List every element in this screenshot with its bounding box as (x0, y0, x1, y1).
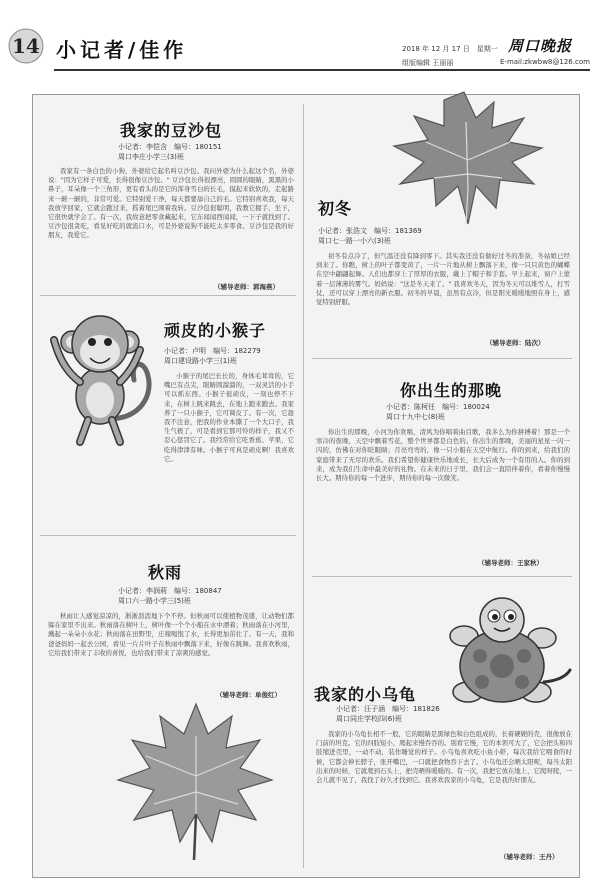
article-reporter-turtle: 小记者：汪子涵 编号：181826 (336, 705, 440, 713)
article-title-autumn-rain: 秋雨 (148, 563, 183, 582)
header-rule (54, 69, 590, 71)
article-body-monkey: 小猴子的尾巴长长的，身体毛茸茸的，它嘴巴有点尖，眼睛圆溜溜的，一双灵活的小手可以抓东西。小猴子很顽皮，一刻也停不下来，在树上跳来跳去，在地上跑来跑去。我家养了一只小猴子，它可调皮了。有一次，它趁我不注意，把我的作业本撕了一个大口子，我生气极了，可是看到它那可怜的样子，我又不忍心惩罚它了。我经常给它吃香蕉、苹果，它吃得津津有味。小猴子可真是顽皮啊！我喜欢它。 (164, 372, 294, 463)
article-school-doushabao: 周口李庄小学三(3)班 (118, 153, 184, 161)
article-school-turtle: 周口同庄学校四(6)班 (336, 715, 402, 723)
article-teacher-turtle: （辅导老师：王丹） (500, 853, 559, 861)
article-reporter-doushabao: 小记者：李恺含 编号：180151 (118, 143, 222, 151)
article-school-birth-night: 周口十九中七(8)班 (386, 413, 445, 421)
article-body-turtle: 我家的小乌龟长相不一般，它的眼睛是黑绿色和白色组成的，长着硬硬的壳，很像放在门前的坦克。它的四肢短小，爬起来慢吞吞的。别看它慢，它的本领可大了，它会把头和四肢缩进壳里，一动不动，装作睡觉的样子。小乌龟喜欢吃小鱼小虾，每次我给它喂食的时候，它都会伸长脖子，张开嘴巴，一口就把食物吞下去了。小乌龟还会晒太阳呢，每当太阳出来的时候，它就爬到石头上，把壳晒得暖暖的。有一次，我把它放在地上，它爬呀爬，一会儿就不见了，我找了好久才找到它。我喜欢我家的小乌龟，它是我的好朋友。 (316, 730, 572, 785)
row-divider-right-1 (312, 358, 572, 359)
article-teacher-doushabao: （辅导老师：郭海燕） (214, 283, 279, 291)
article-title-birth-night: 你出生的那晚 (400, 381, 503, 400)
article-teacher-birth-night: （辅导老师：王家秋） (478, 559, 543, 567)
row-divider-right-2 (312, 576, 572, 577)
newspaper-logo: 周口晚报 (508, 37, 573, 55)
article-school-chudong: 周口七一路一小六(3)班 (318, 237, 391, 245)
article-school-autumn-rain: 周口六一路小学三(5)班 (118, 597, 191, 605)
article-teacher-chudong: （辅导老师：陆次） (486, 339, 545, 347)
article-reporter-chudong: 小记者：张浩文 编号：181369 (318, 227, 422, 235)
article-title-monkey: 顽皮的小猴子 (164, 321, 267, 340)
maple-leaf-illustration (110, 696, 280, 866)
publish-date: 2018 年 12 月 17 日 星期一 (402, 45, 498, 53)
article-teacher-autumn-rain: （辅导老师：单俊红） (216, 691, 281, 699)
page-number: 14 (12, 34, 40, 58)
section-title: 小记者/佳作 (56, 38, 188, 62)
editor-line: 组版编辑 王丽丽 (402, 59, 454, 67)
page-header (0, 0, 600, 86)
article-reporter-monkey: 小记者：卢明 编号：182279 (164, 347, 261, 355)
monkey-illustration (36, 300, 162, 450)
row-divider-left-2 (40, 535, 296, 536)
article-reporter-birth-night: 小记者：陈柯任 编号：180024 (386, 403, 490, 411)
contact-email[interactable]: E-mail:zkwbw8@126.com (500, 58, 590, 66)
article-reporter-autumn-rain: 小记者：李润莉 编号：180847 (118, 587, 222, 595)
article-body-autumn-rain: 秋雨让人感觉凉凉的，淅淅沥沥地下个不停。但秋雨可以使植物茂盛，让动物们都躲在家里不出来。秋雨落在树叶上，树叶像一个个小船在水中漂着；秋雨落在小河里，溅起一朵朵小水花；秋雨落在田野里，庄稼喝饱了水，长得更加茁壮了。有一天，我和爸爸妈妈一起去公园，看见一片片叶子在秋雨中飘落下来，好像在跳舞。我喜欢秋雨，它给我们带来了丰收的喜悦，也给我们带来了凉爽的感觉。 (48, 612, 294, 657)
article-body-chudong: 初冬有点冷了，但气温还没有降到零下。其实我还没有做好过冬的准备，冬姑娘已经到来了。你瞧，树上的叶子都变黄了，一片一片地从树上飘落下来，像一只只黄色的蝴蝶在空中翩翩起舞。人们也都穿上了厚厚的衣服，戴上了帽子和手套。早上起来，窗户上蒙着一层薄薄的雾气。妈妈说："这是冬天来了。" 我喜欢冬天，因为冬天可以堆雪人，打雪仗，还可以穿上漂亮的新衣服。初冬的早晨，虽然有点冷，但是阳光暖暖地照在身上，感觉特别舒服。 (316, 252, 570, 307)
autumn-leaf-illustration (386, 84, 550, 234)
column-divider (303, 104, 304, 868)
turtle-illustration (424, 586, 578, 716)
article-body-doushabao: 我家有一条白色的小狗，外婆给它起名叫豆沙包。我问外婆为什么起这个名，外婆说："因为它样子可爱，长得很像豆沙包。" 豆沙包长得很漂亮，圆圆的眼睛，黑黑的小鼻子，耳朵像一个三角形，更有看头的是它的浑身雪白的长毛，摸起来软软的，走起路来一颠一颠的，非常可爱。它特别爱干净，每天都要舔自己的毛。它特别喜欢我，每天我放学回家，它就会跑过来，摇着尾巴围着我转。豆沙包很聪明，我教它握手、坐下，它很快就学会了。有一次，我故意把零食藏起来，它东闻闻西闻闻，一下子就找到了。豆沙包很贪吃，看见好吃的就流口水，可是外婆说狗不能吃太多零食。豆沙包是我的好朋友，我爱它。 (48, 167, 294, 240)
article-title-doushabao: 我家的豆沙包 (120, 121, 223, 140)
row-divider-left-1 (40, 295, 296, 296)
article-title-turtle: 我家的小乌龟 (314, 685, 417, 704)
article-body-birth-night: 你出生的那晚，小河为你欢唱，清风为你唱着曲目歌，我多么为你拼搏着！那是一个寒冷的夜晚，天空中飘着雪花，整个世界都是白色的。你出生的那晚，美丽的星星一闪一闪的，仿佛在对你眨眼睛；月亮弯弯的，像一只小船在天空中航行。你的到来，给我们的家庭带来了无尽的欢乐。我们希望你健康快乐地成长，长大后成为一个有用的人。你的到来，成为我们生命中最美好的礼物。在未来的日子里，我们会一直陪伴着你，看着你慢慢长大。期待你的每一个进步，期待你的每一次微笑。 (316, 428, 570, 483)
article-title-chudong: 初冬 (318, 199, 353, 218)
article-school-monkey: 周口建设路小学三(1)班 (164, 357, 237, 365)
